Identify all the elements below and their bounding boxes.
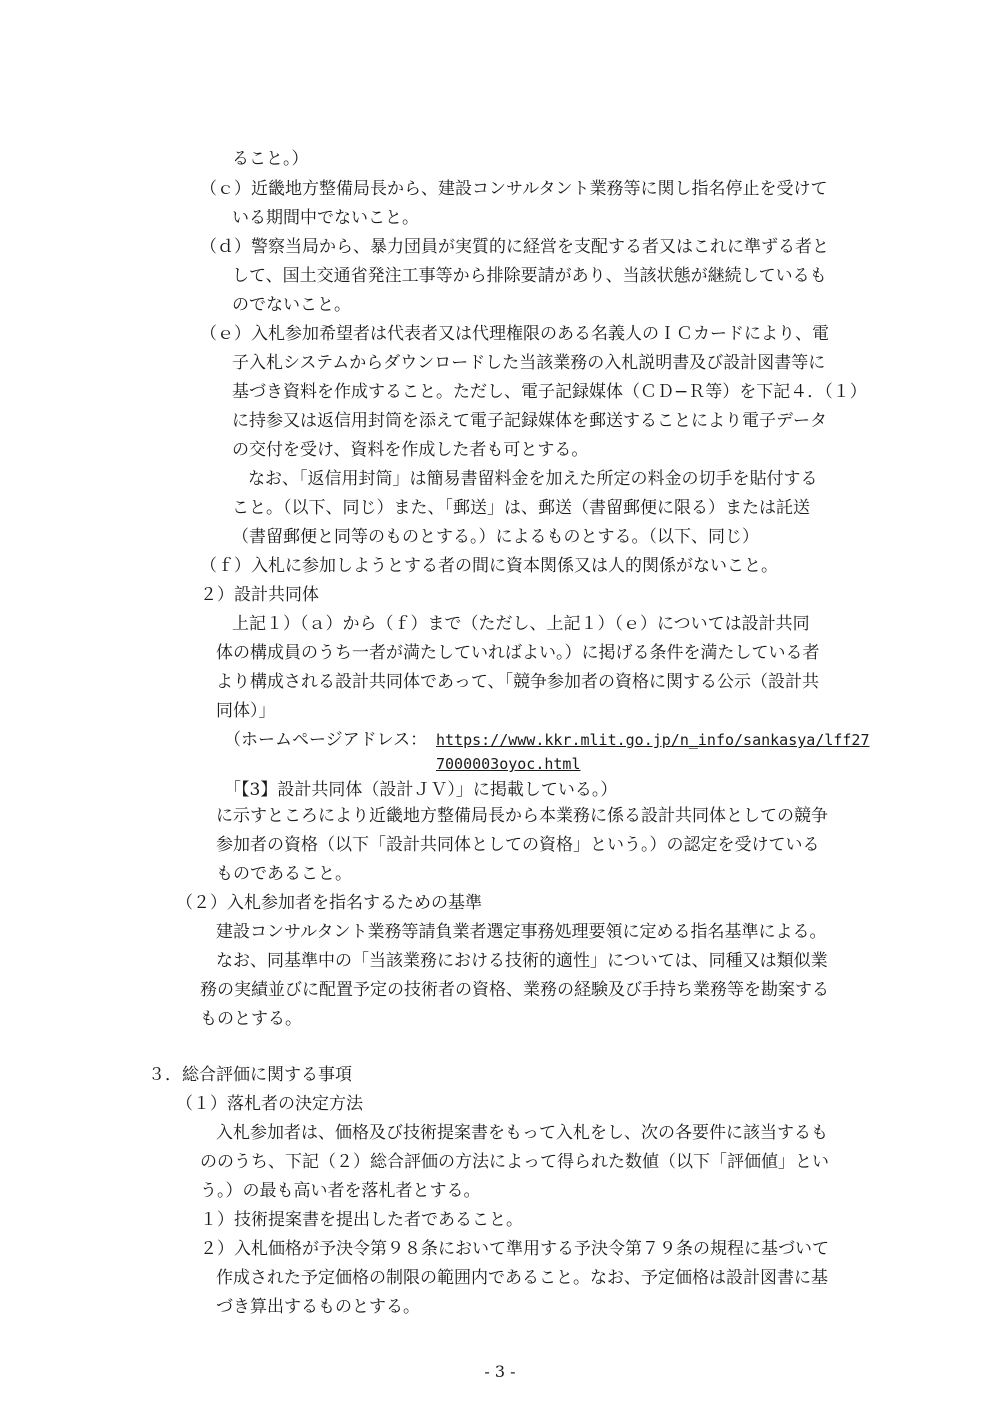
text-line: なお、同基準中の「当該業務における技術的適性」については、同種又は類似業 <box>216 951 828 971</box>
text-line: ること。） <box>232 149 309 169</box>
text-line: こと。（以下、同じ）また、「郵送」は、郵送（書留郵便に限る）または託送 <box>232 498 810 518</box>
text-line: ものであること。 <box>216 864 352 884</box>
text-line: なお、「返信用封筒」は簡易書留料金を加えた所定の料金の切手を貼付する <box>248 469 818 489</box>
item-d: （ｄ）警察当局から、暴力団員が実質的に経営を支配する者又はこれに準ずる者と <box>200 237 829 257</box>
page-number: - 3 - <box>484 1362 516 1381</box>
text-line: いる期間中でないこと。 <box>232 208 419 228</box>
text-line: 上記１）（ａ）から（ｆ）まで（ただし、上記１）（ｅ）については設計共同 <box>232 614 810 634</box>
text-line: づき算出するものとする。 <box>216 1297 420 1317</box>
text-line: に持参又は返信用封筒を添えて電子記録媒体を郵送することにより電子データ <box>232 411 827 431</box>
item-c: （ｃ）近畿地方整備局長から、建設コンサルタント業務等に関し指名停止を受けて <box>200 179 828 199</box>
text-line: 子入札システムからダウンロードした当該業務の入札説明書及び設計図書等に <box>232 353 826 373</box>
list-item-2: ２）入札価格が予決令第９８条において準用する予決令第７９条の規程に基づいて <box>200 1239 829 1259</box>
text-line: 建設コンサルタント業務等請負業者選定事務処理要領に定める指名基準による。 <box>216 922 827 942</box>
text-line: に示すところにより近畿地方整備局長から本業務に係る設計共同体としての競争 <box>216 806 828 826</box>
text-line: 「【3】設計共同体（設計ＪＶ）」に掲載している。） <box>224 780 618 800</box>
text-line: より構成される設計共同体であって、「競争参加者の資格に関する公示（設計共 <box>216 672 819 692</box>
text-line: 参加者の資格（以下「設計共同体としての資格」という。）の認定を受けている <box>216 835 820 855</box>
text-line: う。）の最も高い者を落札者とする。 <box>200 1181 481 1201</box>
text-line: 務の実績並びに配置予定の技術者の資格、業務の経験及び手持ち業務等を勘案する <box>200 980 829 1000</box>
list-item-1: １）技術提案書を提出した者であること。 <box>200 1210 523 1230</box>
chapter-heading: ３．総合評価に関する事項 <box>148 1065 352 1085</box>
text-line: 体の構成員のうち一者が満たしていればよい。）に掲げる条件を満たしている者 <box>216 643 820 663</box>
homepage-url-link-continued[interactable]: 7000003oyoc.html <box>436 755 581 773</box>
text-line: の交付を受け、資料を作成した者も可とする。 <box>232 440 589 460</box>
text-line: して、国土交通省発注工事等から排除要請があり、当該状態が継続しているも <box>232 266 827 286</box>
section-heading: ２）設計共同体 <box>200 585 319 605</box>
homepage-address-label: （ホームページアドレス： <box>224 730 428 750</box>
section-heading: （１）落札者の決定方法 <box>176 1094 363 1114</box>
item-e: （ｅ）入札参加希望者は代表者又は代理権限のある名義人のＩＣカードにより、電 <box>200 324 829 344</box>
item-f: （ｆ）入札に参加しようとする者の間に資本関係又は人的関係がないこと。 <box>200 556 778 576</box>
text-line: ののうち、下記（２）総合評価の方法によって得られた数値（以下「評価値」とい <box>200 1152 829 1172</box>
section-heading: （２）入札参加者を指名するための基準 <box>176 893 482 913</box>
text-line: （書留郵便と同等のものとする。）によるものとする。（以下、同じ） <box>232 527 759 547</box>
text-line: のでないこと。 <box>232 295 351 315</box>
homepage-url-link[interactable]: https://www.kkr.mlit.go.jp/n_info/sankasya/lff27 <box>436 731 870 749</box>
text-line: ものとする。 <box>200 1009 302 1029</box>
text-line: 基づき資料を作成すること。ただし、電子記録媒体（ＣＤ−Ｒ等）を下記４．（１） <box>232 382 867 402</box>
text-line: 入札参加者は、価格及び技術提案書をもって入札をし、次の各要件に該当するも <box>216 1123 828 1143</box>
text-line: 同体）」 <box>216 701 276 721</box>
text-line: 作成された予定価格の制限の範囲内であること。なお、予定価格は設計図書に基 <box>216 1268 828 1288</box>
